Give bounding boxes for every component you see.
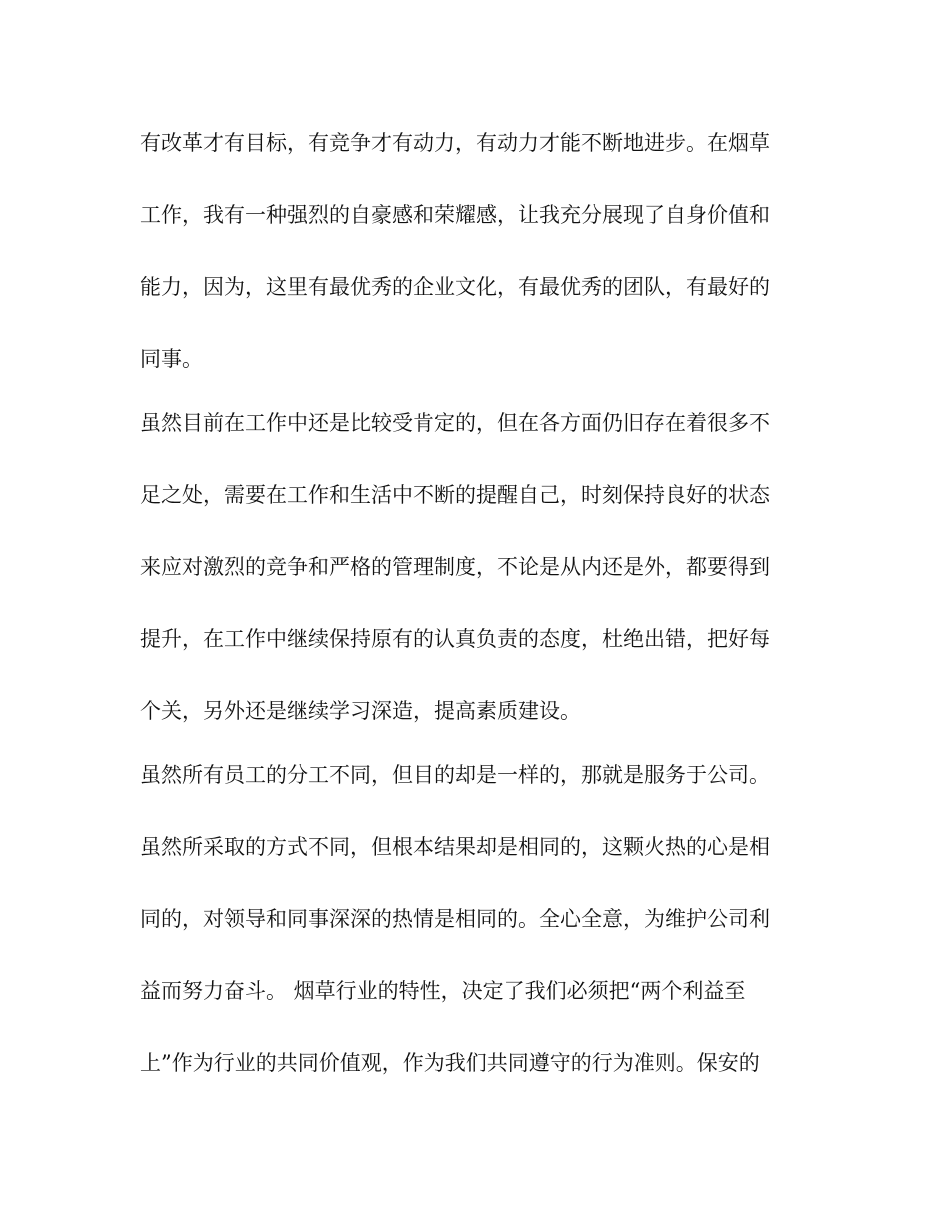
paragraph-1-line-3: 能力，因为，这里有最优秀的企业文化，有最优秀的团队，有最好的 bbox=[140, 275, 770, 299]
paragraph-3-line-3: 同的，对领导和同事深深的热情是相同的。全心全意，为维护公司利 bbox=[140, 907, 770, 931]
paragraph-3-line-1: 虽然所有员工的分工不同，但目的却是一样的，那就是服务于公司。 bbox=[140, 763, 770, 787]
paragraph-1-line-4: 同事。 bbox=[140, 347, 203, 371]
paragraph-3-line-2: 虽然所采取的方式不同，但根本结果却是相同的，这颗火热的心是相 bbox=[140, 835, 770, 859]
paragraph-3-line-5: 上”作为行业的共同价值观，作为我们共同遵守的行为准则。保安的 bbox=[140, 1051, 760, 1075]
paragraph-2-line-2: 足之处，需要在工作和生活中不断的提醒自己，时刻保持良好的状态 bbox=[140, 483, 770, 507]
paragraph-2-line-4: 提升，在工作中继续保持原有的认真负责的态度，杜绝出错，把好每 bbox=[140, 627, 770, 651]
paragraph-2-line-3: 来应对激烈的竞争和严格的管理制度，不论是从内还是外，都要得到 bbox=[140, 555, 770, 579]
paragraph-1-line-2: 工作，我有一种强烈的自豪感和荣耀感，让我充分展现了自身价值和 bbox=[140, 203, 770, 227]
paragraph-3-line-4: 益而努力奋斗。 烟草行业的特性，决定了我们必须把“两个利益至 bbox=[140, 979, 746, 1003]
paragraph-2-line-1: 虽然目前在工作中还是比较受肯定的，但在各方面仍旧存在着很多不 bbox=[140, 411, 770, 435]
paragraph-2-line-5: 个关，另外还是继续学习深造，提高素质建设。 bbox=[140, 699, 581, 723]
paragraph-1-line-1: 有改革才有目标，有竞争才有动力，有动力才能不断地进步。在烟草 bbox=[140, 131, 770, 155]
